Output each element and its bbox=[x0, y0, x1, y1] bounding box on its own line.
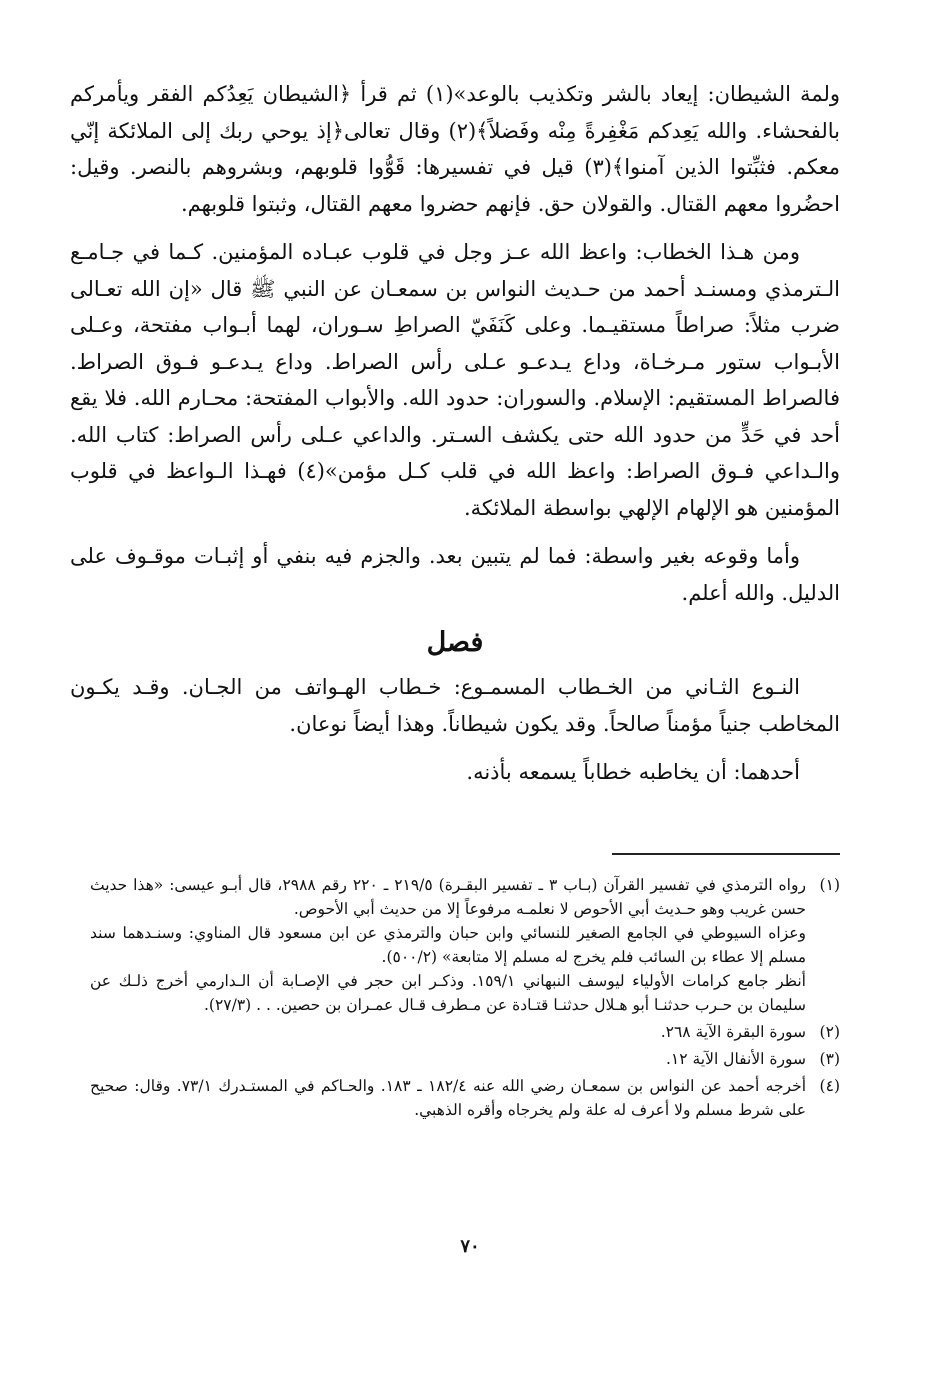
footnote-text: سورة الأنفال الآية ١٢. bbox=[665, 1050, 806, 1068]
footnote-text: أخرجه أحمد عن النواس بن سمعـان رضي الله عنه ١٨٢/٤ ـ ١٨٣. والحـاكم في المستـدرك ٧٣/١. وقال: صحيح على شرط مسلم ولا أعرف له علة ولم يخرجاه وأقره الذهبي. bbox=[90, 1077, 807, 1119]
footnote-divider bbox=[612, 853, 840, 855]
footnote-3 bbox=[90, 1047, 840, 1071]
footnote-number: (١) bbox=[819, 876, 840, 894]
footnote-text: وعزاه السيوطي في الجامع الصغير للنسائي وابن حبان والترمذي عن ابن مسعود قال المناوي: وسنـدهما سند مسلم إلا عطاء بن السائب فلم يخرج له مسلم إلا متابعة» (٥٠٠/٢). bbox=[90, 924, 806, 966]
paragraph-2: ومن هـذا الخطاب: واعظ الله عـز وجل في قلوب عبـاده المؤمنين. كـما في جـامـع الـترمذي ومسنـد أحمد من حـديث النواس بن سمعـان عن النبي ﷺ قال «إن الله تعـالى ضرب مثلاً: صراطاً مستقيـما. وعلى كَنَفَيّ الصراطِ سـوران، لهما أبـواب مفتحة، وعـلى الأبـواب ستور مـرخـاة، وداع يـدعـو عـلى رأس الصراط. وداع يـدعـو فـوق الصراط. فالصراط المستقيم: الإسلام. والسوران: حدود الله. والأبواب المفتحة: محـارم الله. فلا يقع أحد في حَدٍّ من حدود الله حتى يكشف السـتر. والداعي عـلى رأس الصراط: كتاب الله. والـداعي فـوق الصراط: واعظ الله في قلب كـل مؤمن»(٤) فهـذا الـواعظ في قلوب المؤمنين هو الإلهام الإلهي بواسطة الملائكة. bbox=[70, 240, 840, 520]
paragraph-1: ولمة الشيطان: إيعاد بالشر وتكذيب بالوعد»(١) ثم قرأ ﴿الشيطان يَعِدُكم الفقر ويأمركم بالفحشاء. والله يَعِدكم مَغْفِرةً مِنْه وفَضلاً﴾(٢) وقال تعالى﴿إذ يوحي ربك إلى الملائكة إنّي معكم. فثبِّتوا الذين آمنوا﴾(٣) قيل في تفسيرها: قَوُّوا قلوبهم، وبشروهم بالنصر. وقيل: احضُروا معهم القتال. والقولان حق. فإنهم حضروا معهم القتال، وثبتوا قلوبهم. bbox=[70, 82, 841, 216]
paragraph-5: أحدهما: أن يخاطبه خطاباً يسمعه بأذنه. bbox=[466, 760, 800, 784]
footnote-number: (٣) bbox=[819, 1050, 840, 1068]
paragraph-3: وأما وقوعه بغير واسطة: فما لم يتبين بعد. والجزم فيه بنفي أو إثبـات موقـوف على الدليل. والله أعلم. bbox=[70, 544, 840, 605]
footnote-number: (٤) bbox=[819, 1077, 840, 1095]
footnote-text: رواه الترمذي في تفسير القرآن (بـاب ٣ ـ تفسير البقـرة) ٢١٩/٥ ـ ٢٢٠ رقم ٢٩٨٨، قال أبـو عيسى: «هذا حديث حسن غريب وهو حـديث أبي الأحوص لا نعلمـه مرفوعاً إلا من حديث أبي الأحوص. bbox=[90, 876, 806, 918]
footnote-4 bbox=[90, 1074, 840, 1122]
footnote-number: (٢) bbox=[819, 1023, 840, 1041]
section-heading: فصل bbox=[426, 627, 484, 658]
footnotes bbox=[90, 873, 840, 1125]
footnote-2 bbox=[90, 1020, 840, 1044]
footnote-1 bbox=[90, 873, 840, 1017]
main-text bbox=[70, 76, 840, 803]
footnote-text: سورة البقرة الآية ٢٦٨. bbox=[660, 1023, 806, 1041]
footnote-text: أنظر جامع كرامات الأولياء ليوسف النبهاني ١٥٩/١. وذكـر ابن حجر في الإصـابة أن الـدارمي أخرج ذلـك عن سليمان بن حـرب حدثنـا أبو هـلال حدثنـا قتـادة عن مـطرف قـال عمـران بن حصين. . . (٢٧/٣). bbox=[90, 972, 806, 1014]
paragraph-4: النـوع الثـاني من الخـطاب المسمـوع: خـطاب الهـواتف من الجـان. وقـد يكـون المخاطب جنياً مؤمناً صالحاً. وقد يكون شيطاناً. وهذا أيضاً نوعان. bbox=[70, 675, 840, 736]
page-number: ٧٠ bbox=[460, 1236, 480, 1257]
